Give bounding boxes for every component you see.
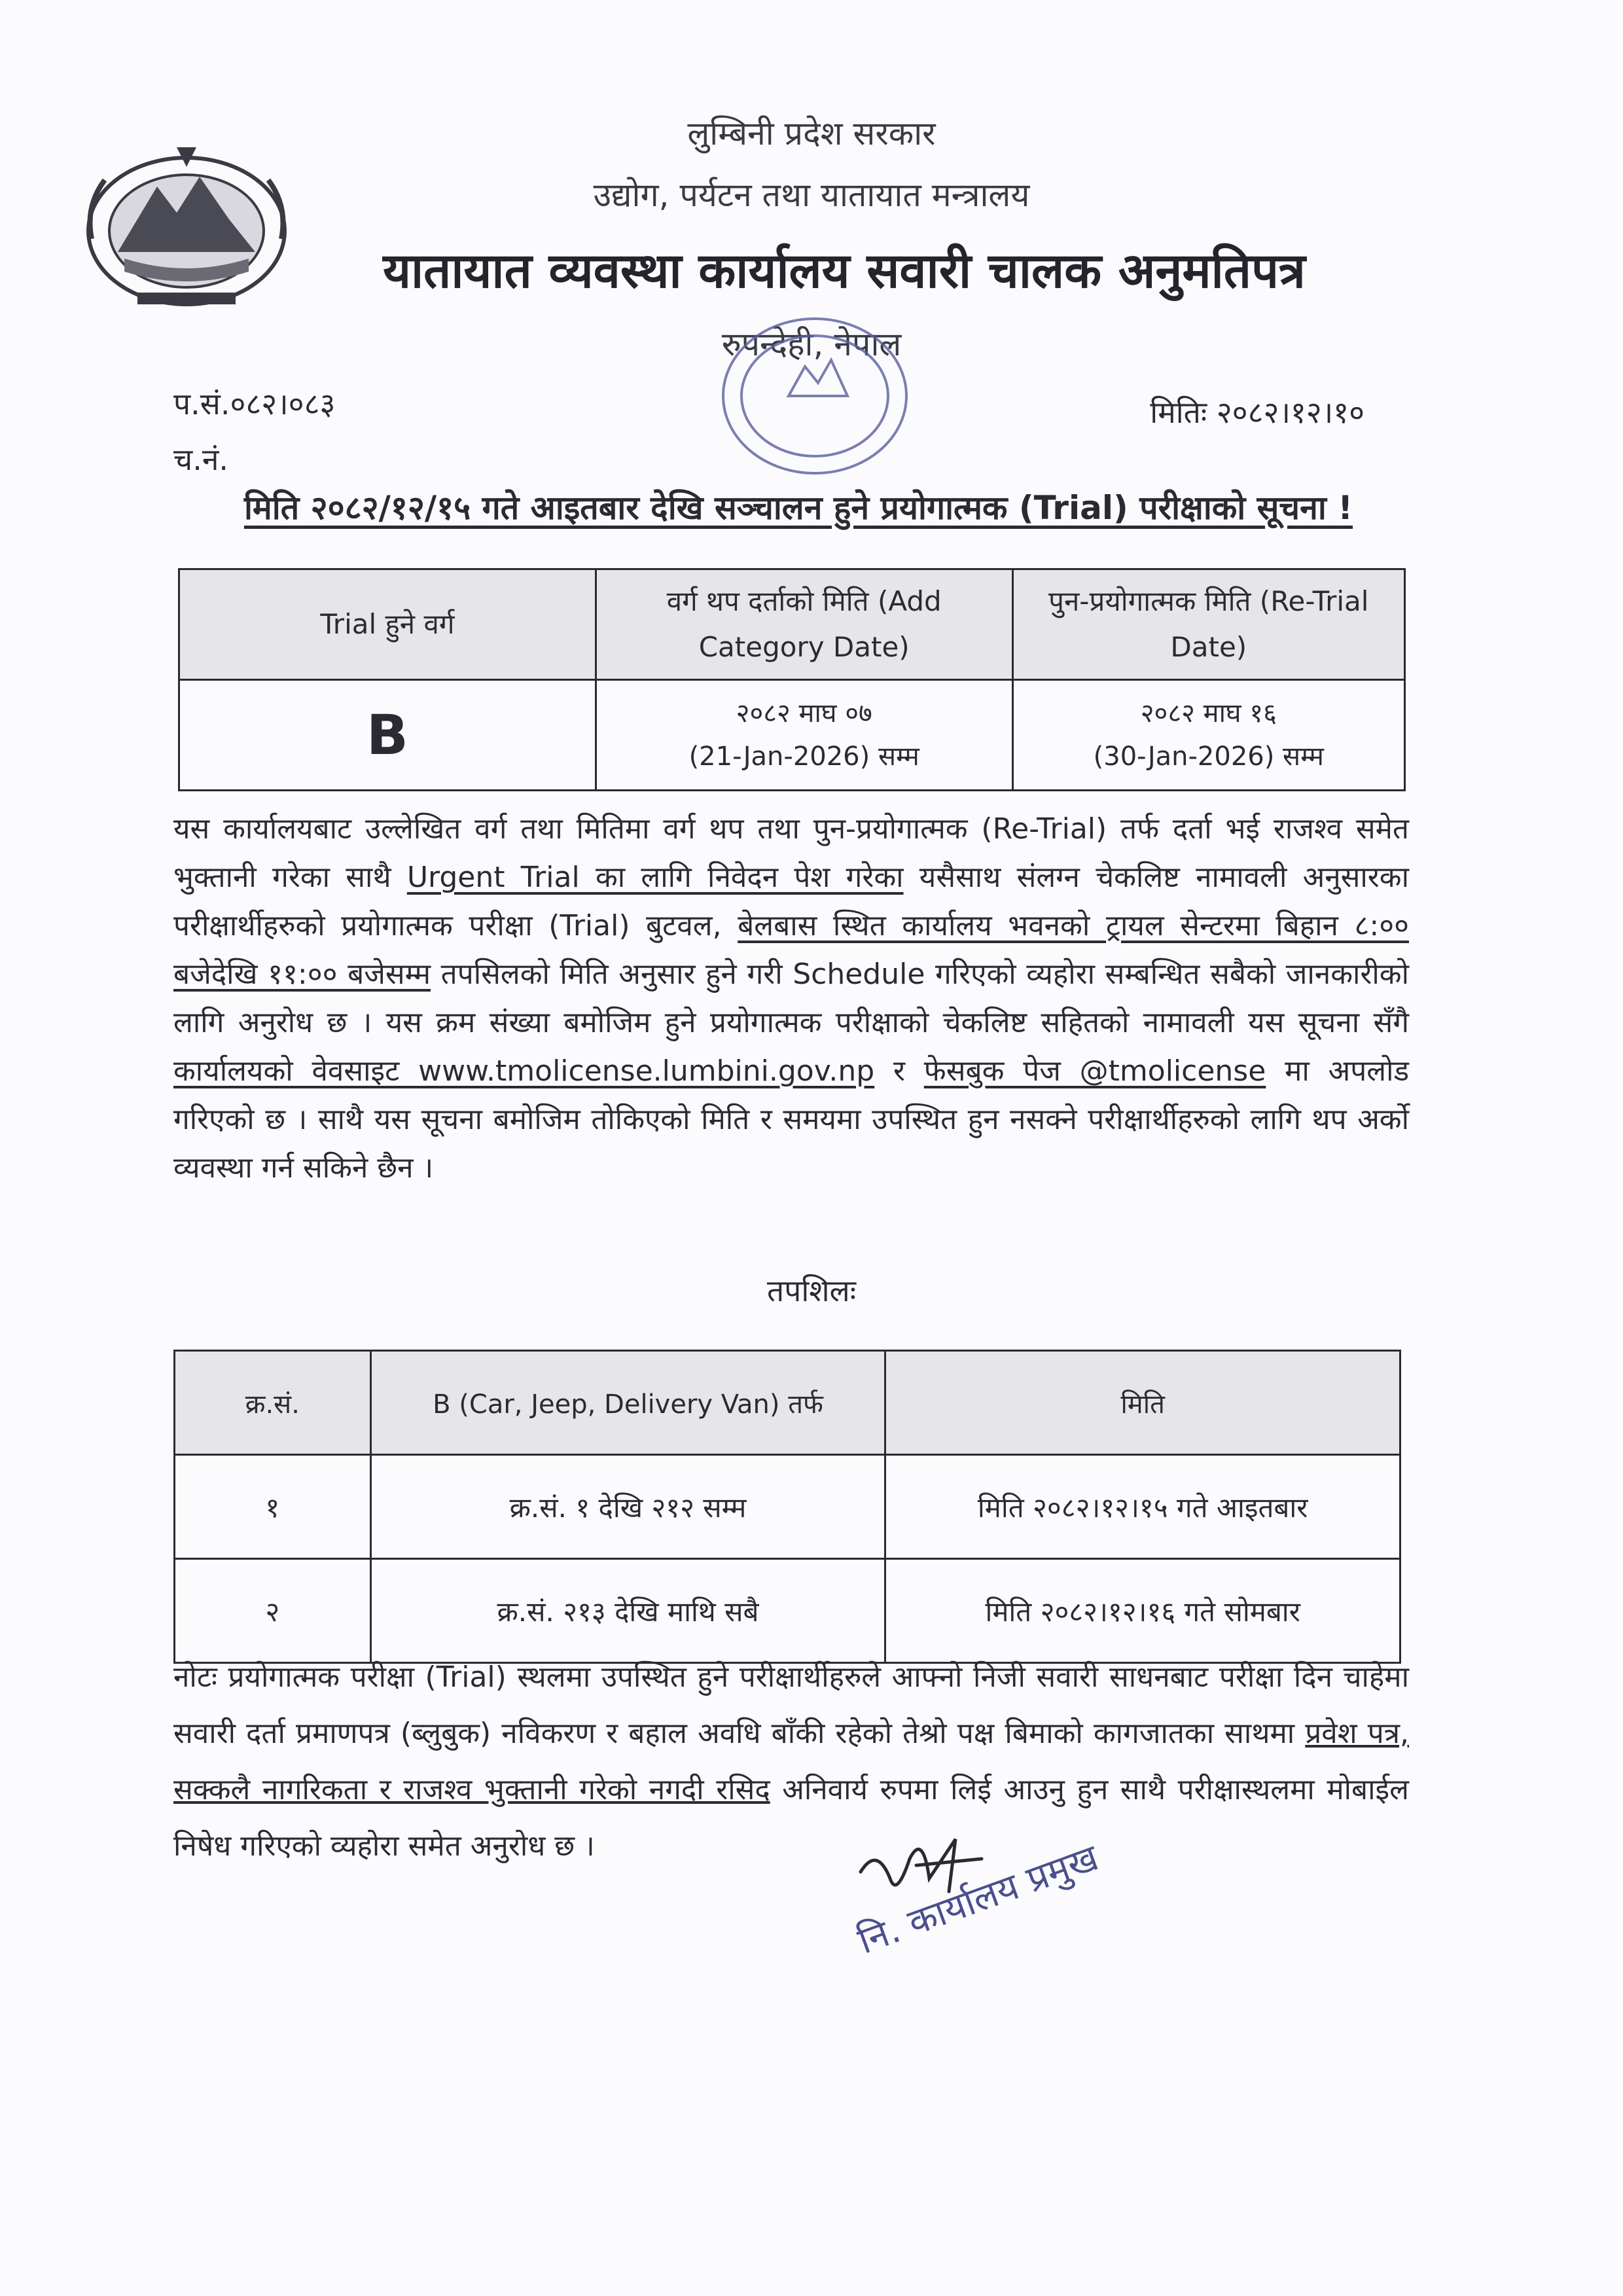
notice-body [173,805,1409,1193]
facebook-page-link[interactable]: फेसबुक पेज @tmolicense [923,1054,1266,1088]
column-header-range: B (Car, Jeep, Delivery Van) तर्फ [370,1351,885,1455]
retrial-date-np: २०८२ माघ १६ [1140,698,1277,728]
column-header-add-date: वर्ग थप दर्ताको मिति (Add Category Date) [596,569,1012,680]
add-date-en: (21-Jan-2026) सम्म [688,742,919,772]
body-text-2: यसैसाथ संलग्न चेकलिष्ट नामावली अनुसारका परीक्षार्थीहरुको प्रयोगात्मक परीक्षा (Trial) बुटवल, [173,861,1409,942]
notice-title: मिति २०८२/१२/१५ गते आइतबार देखि सञ्चालन हुने प्रयोगात्मक (Trial) परीक्षाको सूचना ! [243,489,1353,527]
retrial-date-cell [1012,680,1404,791]
column-header-retrial-date: पुन-प्रयोगात्मक मिति (Re-Trial Date) [1012,569,1404,680]
office-location: रुपन्देही, नेपाल [721,325,902,363]
date-cell: मिति २०८२।१२।१५ गते आइतबार [885,1455,1400,1559]
office-name: यातायात व्यवस्था कार्यालय सवारी चालक अनुमतिपत्र [383,243,1306,299]
table-header-row [179,569,1405,680]
body-text-3: तपसिलको मिति अनुसार हुने गरी Schedule गरिएको व्यहोरा सम्बन्धित सबैको जानकारीको लागि अनुरोध छ । यस क्रम संख्या बमोजिम हुने प्रयोगात्मक परीक्षाको चेकलिष्ट सहितको नामावली यस सूचना सँगै [173,958,1409,1039]
note-paragraph [173,1649,1409,1874]
range-cell: क्र.सं. २१३ देखि माथि सबै [370,1559,885,1663]
add-date-cell [596,680,1012,791]
add-date-np: २०८२ माघ ०७ [736,698,872,728]
reference-number: प.सं.०८२।०८३ [173,386,336,422]
schedule-heading: तपशिलः [766,1273,857,1308]
table-row [179,680,1405,791]
note-text-1: नोटः प्रयोगात्मक परीक्षा (Trial) स्थलमा उपस्थित हुने परीक्षार्थीहरुले आफ्नो निजी सवारी साधनबाट परीक्षा दिन चाहेमा सवारी दर्ता प्रमाणपत्र (ब्लुबुक) नविकरण र बहाल अवधि बाँकी रहेको तेश्रो पक्ष बिमाको कागजातका साथमा [173,1660,1409,1750]
body-underline-venue-time: बेलबास स्थित कार्यालय भवनको ट्रायल सेन्टरमा बिहान ८:०० बजेदेखि ११:०० बजेसम्म [173,909,1409,991]
note-text-2: अनिवार्य रुपमा लिई आउनु हुन साथै परीक्षास्थलमा मोबाईल निषेध गरिएको व्यहोरा समेत अनुरोध छ । [173,1773,1409,1863]
government-name: लुम्बिनी प्रदेश सरकार [687,115,936,152]
body-text-1: यस कार्यालयबाट उल्लेखित वर्ग तथा मितिमा वर्ग थप तथा पुन-प्रयोगात्मक (Re-Trial) तर्फ दर्ता भई राजश्व समेत भुक्तानी गरेका साथै [173,812,1409,894]
retrial-date-en: (30-Jan-2026) सम्म [1093,742,1324,772]
sn-cell: १ [175,1455,371,1559]
column-header-date: मिति [885,1351,1400,1455]
trial-category-table [178,568,1406,791]
nepal-emblem-icon [79,141,294,314]
dispatch-number: च.नं. [173,442,228,477]
table-row [175,1455,1400,1559]
signatory-title: नि. कार्यालय प्रमुख [852,1836,1104,1963]
note-underline-documents: प्रवेश पत्र, सक्कलै नागरिकता र राजश्व भुक्तानी गरेको नगदी रसिद [173,1717,1409,1806]
letter-date: मितिः २०८२।१२।१० [1150,395,1364,430]
category-cell: B [179,680,596,791]
table-header-row [175,1351,1400,1455]
column-header-sn: क्र.सं. [175,1351,371,1455]
body-text-5: मा अपलोड गरिएको छ । साथै यस सूचना बमोजिम तोकिएको मिति र समयमा उपस्थित हुन नसक्ने परीक्षार्थीहरुको लागि थप अर्को व्यवस्था गर्न सकिने छैन । [173,1054,1410,1185]
ministry-name: उद्योग, पर्यटन तथा यातायात मन्त्रालय [593,176,1030,214]
body-text-4: र [874,1054,924,1088]
body-underline-urgent-trial: Urgent Trial का लागि निवेदन पेश गरेका [406,861,904,894]
range-cell: क्र.सं. १ देखि २१२ सम्म [370,1455,885,1559]
office-stamp-icon [690,298,939,494]
column-header-category: Trial हुने वर्ग [179,569,596,680]
date-cell: मिति २०८२।१२।१६ गते सोमबार [885,1559,1400,1663]
schedule-table [173,1350,1401,1664]
table-row [175,1559,1400,1663]
website-link[interactable]: कार्यालयको वेवसाइट www.tmolicense.lumbini.gov.np [173,1054,875,1088]
sn-cell: २ [175,1559,371,1663]
